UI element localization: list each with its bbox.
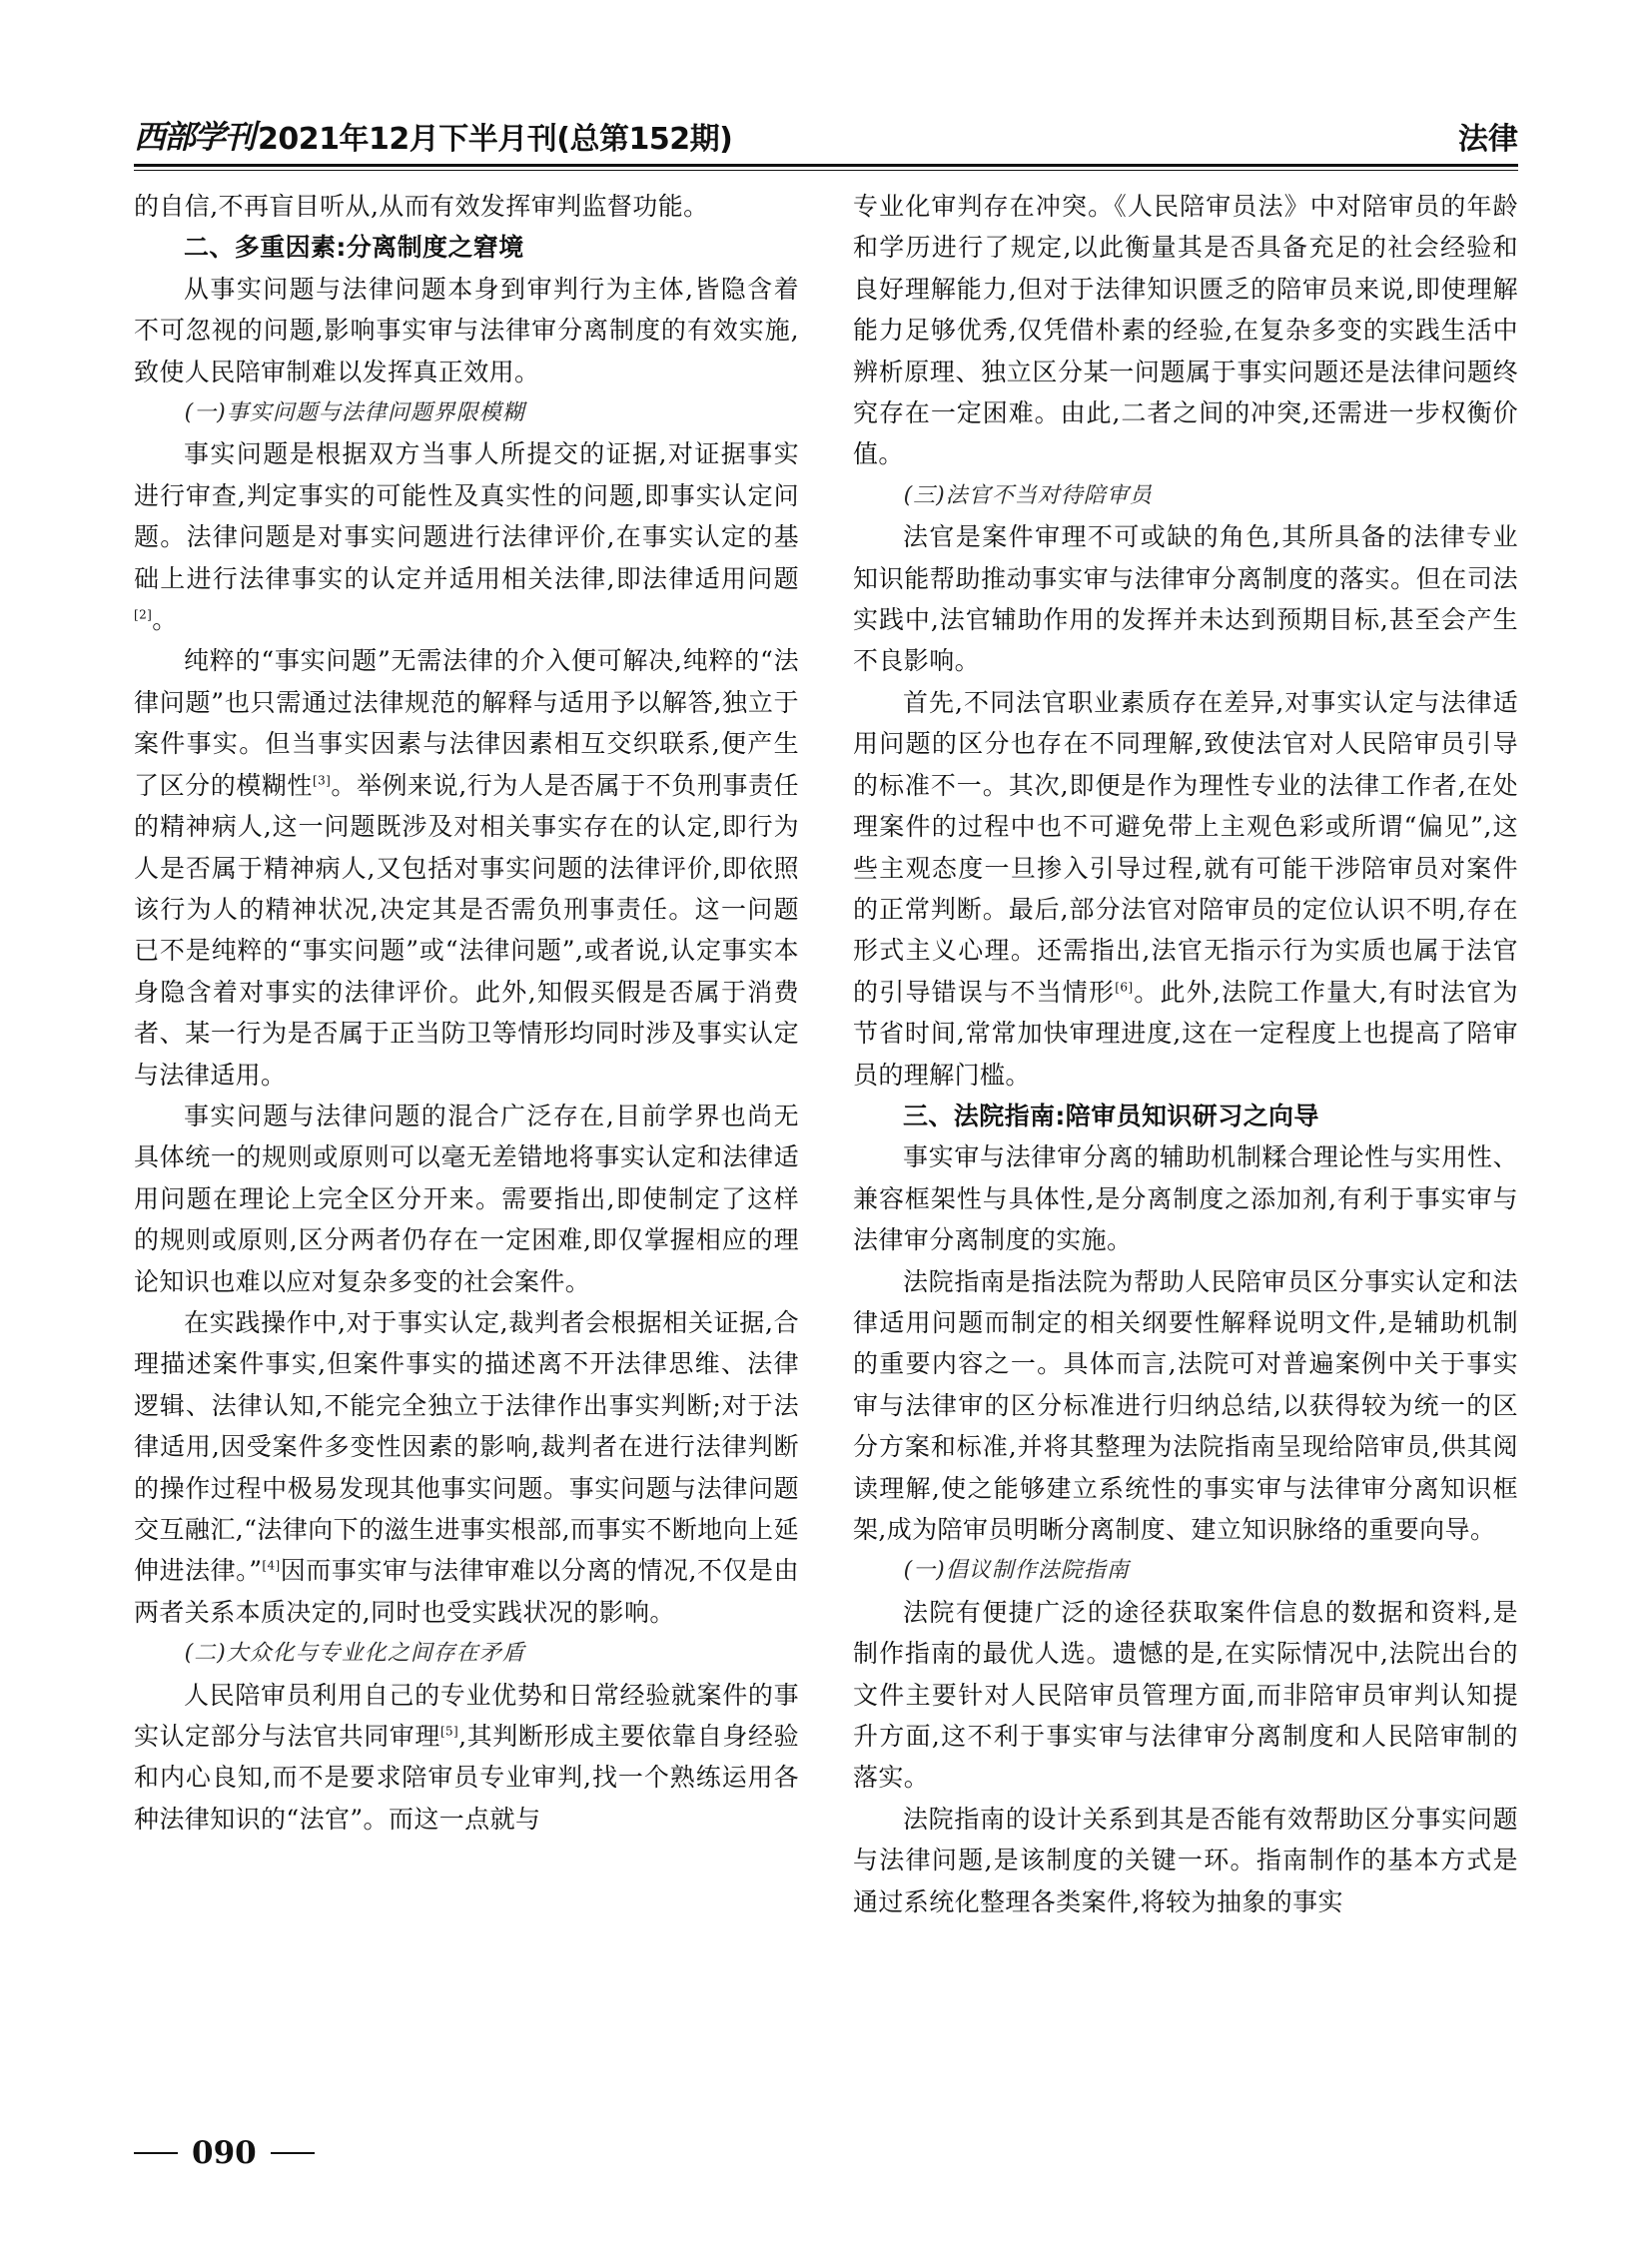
block-text-tail: 因而事实审与法律审难以分离的情况,不仅是由两者关系本质决定的,同时也受实践状况的影响。: [134, 1556, 799, 1627]
paragraph: [853, 516, 1518, 682]
header-rule-thick: [134, 164, 1518, 167]
journal-logo: 西部学刊: [134, 118, 255, 156]
citation-marker: [6]: [1115, 980, 1134, 995]
subsection-heading: [853, 1550, 1518, 1591]
subsection-heading: [853, 475, 1518, 516]
paragraph: [853, 682, 1518, 1096]
section-heading: [134, 227, 799, 268]
block-text: 事实审与法律审分离的辅助机制糅合理论性与实用性、兼容框架性与具体性,是分离制度之添加剂,有利于事实审与法律审分离制度的实施。: [853, 1142, 1518, 1255]
paragraph: [134, 1675, 799, 1841]
block-text: (一)倡议制作法院指南: [903, 1558, 1130, 1584]
block-text-tail: ,其判断形成主要依靠自身经验和内心良知,而不是要求陪审员专业审判,找一个熟练运用各种法律知识的“法官”。而这一点就与: [134, 1722, 799, 1834]
journal-title: [134, 112, 732, 158]
block-text: 法院有便捷广泛的途径获取案件信息的数据和资料,是制作指南的最优人选。遗憾的是,在实际情况中,法院出台的文件主要针对人民陪审员管理方面,而非陪审员审判认知提升方面,这不利于事实审与法律审分离制度和人民陪审制的落实。: [853, 1597, 1518, 1793]
paragraph: [853, 1592, 1518, 1799]
block-text: 事实问题是根据双方当事人所提交的证据,对证据事实进行审查,判定事实的可能性及真实性的问题,即事实认定问题。法律问题是对事实问题进行法律评价,在事实认定的基础上进行法律事实的认定并适用相关法律,即法律适用问题: [134, 439, 799, 593]
citation-marker: [5]: [439, 1724, 459, 1739]
section-label: 法律: [1458, 122, 1518, 157]
paragraph: [134, 433, 799, 640]
block-text: (三)法官不当对待陪审员: [903, 482, 1153, 508]
paragraph: [134, 269, 799, 392]
section-heading: [853, 1096, 1518, 1136]
left-column: [134, 186, 799, 1840]
citation-marker: [2]: [134, 607, 153, 622]
block-text-tail: 。此外,法院工作量大,有时法官为节省时间,常常加快审理进度,这在一定程度上也提高了陪审员的理解门槛。: [853, 977, 1518, 1090]
running-header: [134, 108, 1518, 158]
subsection-heading: [134, 1633, 799, 1674]
block-text: 专业化审判存在冲突。《人民陪审员法》中对陪审员的年龄和学历进行了规定,以此衡量其是否具备充足的社会经验和良好理解能力,但对于法律知识匮乏的陪审员来说,即使理解能力足够优秀,仅凭借朴素的经验,在复杂多变的实践生活中辨析原理、独立区分某一问题属于事实问题还是法律问题终究存在一定困难。由此,二者之间的冲突,还需进一步权衡价值。: [853, 192, 1518, 469]
block-text-tail: 。举例来说,行为人是否属于不负刑事责任的精神病人,这一问题既涉及对相关事实存在的认定,即行为人是否属于精神病人,又包括对事实问题的法律评价,即依照该行为人的精神状况,决定其是否需负刑事责任。这一问题已不是纯粹的“事实问题”或“法律问题”,或者说,认定事实本身隐含着对事实的法律评价。此外,知假买假是否属于消费者、某一行为是否属于正当防卫等情形均同时涉及事实认定与法律适用。: [134, 770, 799, 1090]
header-rule-thin: [134, 170, 1518, 171]
block-text-tail: 。: [152, 605, 178, 635]
page-footer: [134, 2135, 315, 2171]
page-number: 090: [192, 2135, 257, 2171]
citation-marker: [4]: [262, 1559, 281, 1574]
paragraph: [134, 1096, 799, 1302]
subsection-heading: [134, 392, 799, 433]
paragraph: [134, 640, 799, 1095]
footer-dash-right: [271, 2152, 315, 2154]
block-text: (一)事实问题与法律问题界限模糊: [184, 400, 525, 426]
block-text: 法院指南的设计关系到其是否能有效帮助区分事实问题与法律问题,是该制度的关键一环。指南制作的基本方式是通过系统化整理各类案件,将较为抽象的事实: [853, 1804, 1518, 1916]
block-text: 二、多重因素:分离制度之窘境: [184, 233, 524, 263]
block-text: 纯粹的“事实问题”无需法律的介入便可解决,纯粹的“法律问题”也只需通过法律规范的解释与适用予以解答,独立于案件事实。但当事实因素与法律因素相互交织联系,便产生了区分的模糊性: [134, 646, 799, 800]
right-column: [853, 186, 1518, 1922]
paragraph: [853, 1136, 1518, 1260]
block-text: 在实践操作中,对于事实认定,裁判者会根据相关证据,合理描述案件事实,但案件事实的描述离不开法律思维、法律逻辑、法律认知,不能完全独立于法律作出事实判断;对于法律适用,因受案件多变性因素的影响,裁判者在进行法律判断的操作过程中极易发现其他事实问题。事实问题与法律问题交互融汇,“法律向下的滋生进事实根部,而事实不断地向上延伸进法律。”: [134, 1307, 799, 1586]
journal-issue: 2021年12月下半月刊(总第152期): [258, 122, 733, 157]
paragraph: [134, 1302, 799, 1633]
block-text: 人民陪审员利用自己的专业优势和日常经验就案件的事实认定部分与法官共同审理: [134, 1680, 799, 1752]
paragraph: [134, 186, 799, 227]
block-text: 法官是案件审理不可或缺的角色,其所具备的法律专业知识能帮助推动事实审与法律审分离制度的落实。但在司法实践中,法官辅助作用的发挥并未达到预期目标,甚至会产生不良影响。: [853, 522, 1518, 676]
paragraph: [853, 186, 1518, 475]
block-text: 的自信,不再盲目听从,从而有效发挥审判监督功能。: [134, 192, 709, 221]
footer-dash-left: [134, 2152, 178, 2154]
block-text: 法院指南是指法院为帮助人民陪审员区分事实认定和法律适用问题而制定的相关纲要性解释说明文件,是辅助机制的重要内容之一。具体而言,法院可对普遍案例中关于事实审与法律审的区分标准进行归纳总结,以获得较为统一的区分方案和标准,并将其整理为法院指南呈现给陪审员,供其阅读理解,使之能够建立系统性的事实审与法律审分离知识框架,成为陪审员明晰分离制度、建立知识脉络的重要向导。: [853, 1266, 1518, 1544]
block-text: 从事实问题与法律问题本身到审判行为主体,皆隐含着不可忽视的问题,影响事实审与法律审分离制度的有效实施,致使人民陪审制难以发挥真正效用。: [134, 274, 799, 386]
paragraph: [853, 1799, 1518, 1922]
block-text: 首先,不同法官职业素质存在差异,对事实认定与法律适用问题的区分也存在不同理解,致使法官对人民陪审员引导的标准不一。其次,即便是作为理性专业的法律工作者,在处理案件的过程中也不可避免带上主观色彩或所谓“偏见”,这些主观态度一旦掺入引导过程,就有可能干涉陪审员对案件的正常判断。最后,部分法官对陪审员的定位认识不明,存在形式主义心理。还需指出,法官无指示行为实质也属于法官的引导错误与不当情形: [853, 687, 1518, 1007]
paragraph: [853, 1261, 1518, 1551]
citation-marker: [3]: [313, 773, 332, 788]
block-text: 三、法院指南:陪审员知识研习之向导: [903, 1101, 1319, 1130]
block-text: (二)大众化与专业化之间存在矛盾: [184, 1641, 525, 1667]
block-text: 事实问题与法律问题的混合广泛存在,目前学界也尚无具体统一的规则或原则可以毫无差错地将事实认定和法律适用问题在理论上完全区分开来。需要指出,即使制定了这样的规则或原则,区分两者仍存在一定困难,即仅掌握相应的理论知识也难以应对复杂多变的社会案件。: [134, 1101, 799, 1296]
